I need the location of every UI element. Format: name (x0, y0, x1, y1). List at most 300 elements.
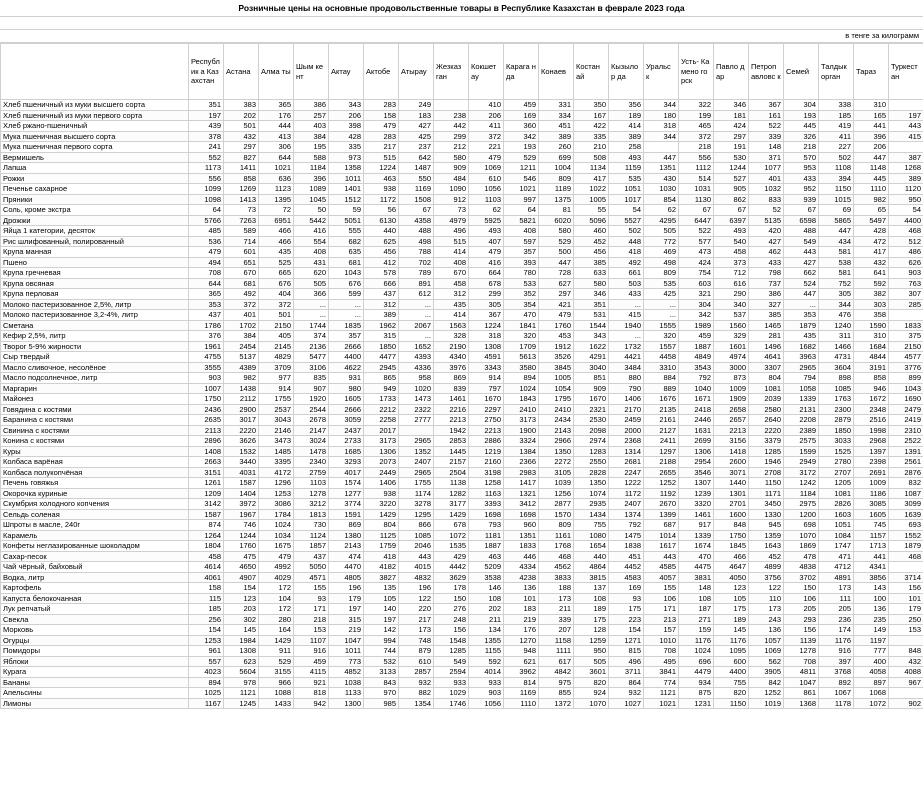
price-cell: 6130 (364, 215, 399, 226)
price-cell: 420 (749, 226, 784, 237)
price-cell: 4031 (224, 467, 259, 478)
price-cell: 3155 (259, 667, 294, 678)
price-cell: 5137 (224, 352, 259, 363)
price-cell: 339 (749, 131, 784, 142)
price-cell: 1024 (259, 520, 294, 531)
price-cell: 1019 (749, 698, 784, 709)
product-name: Свекла (1, 614, 189, 625)
price-cell: 933 (469, 677, 504, 688)
price-cell: 1835 (329, 320, 364, 331)
price-cell: 4852 (329, 667, 364, 678)
price-cell: 529 (259, 656, 294, 667)
price-cell: 3555 (189, 362, 224, 373)
price-cell: 3976 (434, 362, 469, 373)
price-cell: 1015 (819, 194, 854, 205)
price-cell: 1090 (434, 184, 469, 195)
price-cell: 150 (784, 583, 819, 594)
price-cell: 1433 (259, 698, 294, 709)
price-cell: 889 (644, 383, 679, 394)
product-name: Курага (1, 667, 189, 678)
price-cell: 3815 (574, 572, 609, 583)
price-cell: 2127 (644, 425, 679, 436)
price-cell: 2321 (574, 404, 609, 415)
price-cell: 479 (364, 121, 399, 132)
price-cell: 3776 (889, 362, 923, 373)
price-cell: 681 (224, 278, 259, 289)
price-cell: 218 (784, 142, 819, 153)
price-cell: 418 (609, 247, 644, 258)
price-cell: 218 (294, 614, 329, 625)
price-cell: 156 (434, 625, 469, 636)
price-cell: 340 (714, 299, 749, 310)
price-cell: 468 (889, 551, 923, 562)
price-cell: 894 (189, 677, 224, 688)
price-cell: 835 (294, 373, 329, 384)
price-cell: 2600 (714, 457, 749, 468)
price-cell: 1643 (749, 541, 784, 552)
price-cell: 1967 (224, 509, 259, 520)
price-cell: 1496 (749, 341, 784, 352)
unit-note: в тенге за килограмм (0, 30, 923, 43)
column-header: Атырау (399, 44, 434, 100)
price-cell: 433 (784, 173, 819, 184)
price-cell: 393 (504, 257, 539, 268)
price-cell: 514 (679, 173, 714, 184)
product-name: Лук репчатый (1, 604, 189, 615)
price-cell: 1252 (644, 478, 679, 489)
column-header: Туркест ан (889, 44, 923, 100)
price-cell: 5821 (504, 215, 539, 226)
price-cell: 4058 (854, 667, 889, 678)
price-cell: 193 (784, 110, 819, 121)
table-row (1, 163, 923, 174)
price-cell: 1039 (539, 478, 574, 489)
price-cell (889, 562, 923, 573)
price-cell: 897 (854, 677, 889, 688)
price-cell: 752 (819, 278, 854, 289)
table-row (1, 236, 923, 247)
price-cell: 62 (469, 205, 504, 216)
price-cell: 792 (679, 373, 714, 384)
price-cell: 2098 (574, 425, 609, 436)
price-cell: 1027 (609, 698, 644, 709)
price-cell: 493 (714, 226, 749, 237)
product-name: Масло подсолнечное, литр (1, 373, 189, 384)
price-cell: 1159 (609, 163, 644, 174)
price-cell: 479 (469, 152, 504, 163)
price-cell: 728 (539, 268, 574, 279)
price-cell: 592 (469, 656, 504, 667)
product-name: Баранина с костями (1, 415, 189, 426)
price-cell: 67 (679, 205, 714, 216)
price-cell: 3173 (504, 415, 539, 426)
price-cell: 1676 (644, 394, 679, 405)
price-cell: 522 (679, 226, 714, 237)
price-cell: 2419 (889, 415, 923, 426)
price-cell: 1007 (189, 383, 224, 394)
price-cell: 293 (784, 614, 819, 625)
price-cell: 550 (399, 173, 434, 184)
price-cell: 172 (259, 604, 294, 615)
price-cell: 865 (364, 373, 399, 384)
price-cell: 748 (399, 635, 434, 646)
price-cell: 211 (539, 604, 574, 615)
price-cell: 196 (399, 583, 434, 594)
price-cell: 1374 (609, 509, 644, 520)
table-row (1, 478, 923, 489)
price-cell: 1698 (469, 509, 504, 520)
price-cell: 903 (469, 688, 504, 699)
price-cell: 670 (434, 268, 469, 279)
price-cell: 949 (364, 383, 399, 394)
table-row (1, 614, 923, 625)
product-name: Яйца 1 категории, десяток (1, 226, 189, 237)
price-cell: 2537 (259, 404, 294, 415)
price-cell: 3841 (644, 667, 679, 678)
price-cell: 1224 (364, 163, 399, 174)
price-cell: 804 (749, 373, 784, 384)
price-cell: 2691 (854, 467, 889, 478)
price-cell: 344 (644, 100, 679, 111)
price-cell: 2733 (329, 436, 364, 447)
price-cell: 1181 (469, 530, 504, 541)
price-cell: ... (609, 331, 644, 342)
price-cell: 183 (399, 110, 434, 121)
price-cell: 1746 (434, 698, 469, 709)
price-cell: 2640 (749, 415, 784, 426)
product-name: Крупа перловая (1, 289, 189, 300)
price-cell: 1271 (609, 635, 644, 646)
price-cell: 4475 (679, 562, 714, 573)
price-cell: 3278 (399, 499, 434, 510)
price-cell: 389 (889, 173, 923, 184)
price-cell: 1417 (504, 478, 539, 489)
price-cell: 1043 (329, 268, 364, 279)
price-cell: 3393 (469, 499, 504, 510)
price-cell: 1011 (329, 173, 364, 184)
price-cell: 191 (714, 142, 749, 153)
price-cell: 1440 (714, 478, 749, 489)
price-cell: 1167 (189, 698, 224, 709)
product-name: Морковь (1, 625, 189, 636)
price-cell: 977 (259, 373, 294, 384)
price-cell: 428 (329, 131, 364, 142)
price-cell: 1178 (819, 698, 854, 709)
price-cell: 1804 (189, 541, 224, 552)
price-cell: 408 (294, 247, 329, 258)
price-cell: 343 (329, 100, 364, 111)
price-cell: 1845 (714, 541, 749, 552)
price-cell: 1040 (679, 383, 714, 394)
price-cell: 1253 (259, 488, 294, 499)
price-cell: 1173 (189, 163, 224, 174)
product-name: Печенье сахарное (1, 184, 189, 195)
price-cell: 401 (749, 173, 784, 184)
price-cell: 1200 (784, 509, 819, 520)
price-cell: 4832 (399, 572, 434, 583)
price-cell: 410 (469, 100, 504, 111)
price-cell: 1684 (854, 341, 889, 352)
table-row (1, 184, 923, 195)
price-cell: 2366 (504, 457, 539, 468)
price-cell: 411 (469, 121, 504, 132)
price-cell: 203 (224, 604, 259, 615)
price-cell: 64 (504, 205, 539, 216)
price-cell: 1219 (469, 446, 504, 457)
price-cell: 932 (399, 677, 434, 688)
price-cell: 169 (609, 583, 644, 594)
price-cell: 2410 (504, 404, 539, 415)
price-cell: 2516 (854, 415, 889, 426)
table-row (1, 310, 923, 321)
price-cell: 960 (504, 520, 539, 531)
price-cell: 5604 (224, 667, 259, 678)
price-cell: 1599 (784, 446, 819, 457)
price-cell: 1532 (224, 446, 259, 457)
price-cell: 1270 (504, 635, 539, 646)
price-cell: 597 (504, 236, 539, 247)
price-cell: 873 (714, 373, 749, 384)
price-cell: 4050 (714, 572, 749, 583)
price-cell: 1763 (819, 394, 854, 405)
price-cell: 375 (889, 331, 923, 342)
price-cell: 2213 (434, 415, 469, 426)
price-cell: 2635 (189, 415, 224, 426)
price-cell: 909 (574, 383, 609, 394)
price-cell: 1138 (434, 478, 469, 489)
table-body (1, 100, 923, 709)
price-cell: 243 (749, 614, 784, 625)
price-cell: 1184 (784, 488, 819, 499)
price-cell: 1603 (819, 509, 854, 520)
price-cell: 2213 (469, 425, 504, 436)
price-cell: 4458 (644, 352, 679, 363)
price-cell: 1054 (539, 383, 574, 394)
price-cell: 714 (224, 236, 259, 247)
product-name: Огурцы (1, 635, 189, 646)
product-name: Водка, литр (1, 572, 189, 583)
price-cell: 4421 (609, 352, 644, 363)
price-cell: 307 (889, 289, 923, 300)
table-row (1, 446, 923, 457)
price-cell: 335 (574, 131, 609, 142)
price-cell: 1961 (189, 341, 224, 352)
price-cell: 1261 (189, 478, 224, 489)
price-cell: 4029 (259, 572, 294, 583)
price-cell: 2136 (294, 341, 329, 352)
price-cell: 693 (889, 520, 923, 531)
column-header: Карага нда (504, 44, 539, 100)
price-cell: 427 (399, 121, 434, 132)
price-cell: 496 (609, 656, 644, 667)
price-cell: 7263 (224, 215, 259, 226)
price-cell: 708 (784, 656, 819, 667)
price-cell: 488 (399, 226, 434, 237)
price-cell: 2655 (644, 467, 679, 478)
price-cell: 527 (714, 173, 749, 184)
price-cell: 899 (889, 373, 923, 384)
price-cell: 869 (434, 373, 469, 384)
price-cell: 3156 (714, 436, 749, 447)
price-cell: 5051 (329, 215, 364, 226)
price-cell: 437 (189, 310, 224, 321)
price-cell: 356 (609, 100, 644, 111)
price-cell: 468 (889, 226, 923, 237)
price-cell: 1301 (714, 488, 749, 499)
price-cell: 430 (644, 173, 679, 184)
price-cell: 1176 (679, 635, 714, 646)
price-cell: 484 (434, 173, 469, 184)
price-cell: 155 (644, 583, 679, 594)
price-cell: 4295 (644, 215, 679, 226)
product-name: Дрожжи (1, 215, 189, 226)
price-cell: 3827 (364, 572, 399, 583)
price-cell: 197 (889, 110, 923, 121)
price-cell: 892 (819, 677, 854, 688)
price-cell: 1088 (259, 688, 294, 699)
price-cell: 1085 (399, 530, 434, 541)
price-cell: 154 (189, 625, 224, 636)
price-cell: 950 (889, 194, 923, 205)
price-cell: 1031 (679, 184, 714, 195)
product-name: Рожки (1, 173, 189, 184)
price-cell: 451 (539, 121, 574, 132)
price-cell: 405 (259, 331, 294, 342)
price-cell: 371 (749, 152, 784, 163)
price-cell: 475 (224, 551, 259, 562)
price-cell: 360 (504, 121, 539, 132)
price-cell: 1984 (224, 635, 259, 646)
price-cell: 1850 (819, 425, 854, 436)
price-cell: 1557 (644, 341, 679, 352)
price-cell: 997 (504, 194, 539, 205)
price-cell: 493 (469, 226, 504, 237)
price-cell: 635 (329, 247, 364, 258)
price-cell: 702 (399, 257, 434, 268)
price-cell: 3191 (854, 362, 889, 373)
price-cell: 1548 (434, 635, 469, 646)
price-cell: ... (294, 299, 329, 310)
price-cell: 206 (469, 110, 504, 121)
price-cell: 1833 (504, 541, 539, 552)
price-cell: 1148 (854, 163, 889, 174)
price-cell: 276 (434, 604, 469, 615)
price-cell: 843 (364, 677, 399, 688)
price-cell: 2678 (294, 415, 329, 426)
price-cell: 2575 (784, 436, 819, 447)
price-cell: 219 (329, 625, 364, 636)
price-cell: 106 (784, 593, 819, 604)
price-cell: 2407 (399, 457, 434, 468)
price-cell: 171 (644, 604, 679, 615)
price-cell: 181 (714, 110, 749, 121)
table-row (1, 173, 923, 184)
price-cell: 1150 (819, 184, 854, 195)
price-cell: 5925 (469, 215, 504, 226)
price-cell: 581 (819, 268, 854, 279)
table-row (1, 572, 923, 583)
price-cell: 3198 (469, 467, 504, 478)
price-cell: 708 (644, 646, 679, 657)
price-cell: 424 (714, 121, 749, 132)
price-cell: 1487 (399, 163, 434, 174)
price-cell: 281 (749, 331, 784, 342)
price-cell: 283 (364, 100, 399, 111)
price-cell: 50 (294, 205, 329, 216)
table-row (1, 320, 923, 331)
price-cell: 6598 (784, 215, 819, 226)
price-cell: 625 (364, 236, 399, 247)
price-cell: 1395 (259, 194, 294, 205)
price-cell: 378 (189, 131, 224, 142)
product-name: Хлеб пшеничный из муки первого сорта (1, 110, 189, 121)
price-cell: 1176 (714, 635, 749, 646)
price-cell: 210 (574, 142, 609, 153)
price-cell: 934 (679, 677, 714, 688)
price-cell: 479 (189, 247, 224, 258)
price-cell: 626 (889, 257, 923, 268)
price-cell: 3845 (539, 362, 574, 373)
product-name: Масло сливочное, несолёное (1, 362, 189, 373)
price-cell: 942 (294, 698, 329, 709)
price-cell: 1380 (329, 530, 364, 541)
price-cell: 422 (574, 121, 609, 132)
price-cell: 815 (609, 646, 644, 657)
price-cell: 223 (609, 614, 644, 625)
price-cell: 1139 (784, 635, 819, 646)
table-row (1, 404, 923, 415)
price-cell: 2454 (224, 341, 259, 352)
price-cell: 1080 (574, 530, 609, 541)
price-cell: 2879 (819, 415, 854, 426)
price-cell: 1058 (784, 383, 819, 394)
price-cell: 570 (784, 152, 819, 163)
price-cell: 1121 (224, 688, 259, 699)
price-cell: 851 (574, 373, 609, 384)
price-cell: 389 (609, 131, 644, 142)
price-cell: 3543 (679, 362, 714, 373)
price-cell: 299 (434, 131, 469, 142)
price-cell: 916 (819, 646, 854, 657)
table-row (1, 677, 923, 688)
price-cell: 488 (784, 226, 819, 237)
price-cell: 827 (224, 152, 259, 163)
price-cell: 303 (854, 299, 889, 310)
price-cell: 2666 (329, 404, 364, 415)
price-cell: 1172 (609, 488, 644, 499)
price-cell: 435 (784, 331, 819, 342)
price-cell (644, 142, 679, 153)
price-cell: 398 (329, 121, 364, 132)
price-cell: 2310 (889, 425, 923, 436)
table-row (1, 593, 923, 604)
price-cell: 580 (539, 226, 574, 237)
price-cell: 299 (469, 289, 504, 300)
price-cell: 1672 (854, 394, 889, 405)
price-cell: 1121 (644, 688, 679, 699)
price-cell: 502 (819, 152, 854, 163)
price-cell: 862 (714, 194, 749, 205)
price-cell: 372 (224, 299, 259, 310)
price-cell: 458 (714, 247, 749, 258)
price-cell: 148 (679, 583, 714, 594)
price-cell: ... (644, 310, 679, 321)
table-row (1, 467, 923, 478)
price-cell: 183 (504, 604, 539, 615)
price-cell: 463 (364, 173, 399, 184)
table-row (1, 257, 923, 268)
price-cell: 617 (539, 656, 574, 667)
